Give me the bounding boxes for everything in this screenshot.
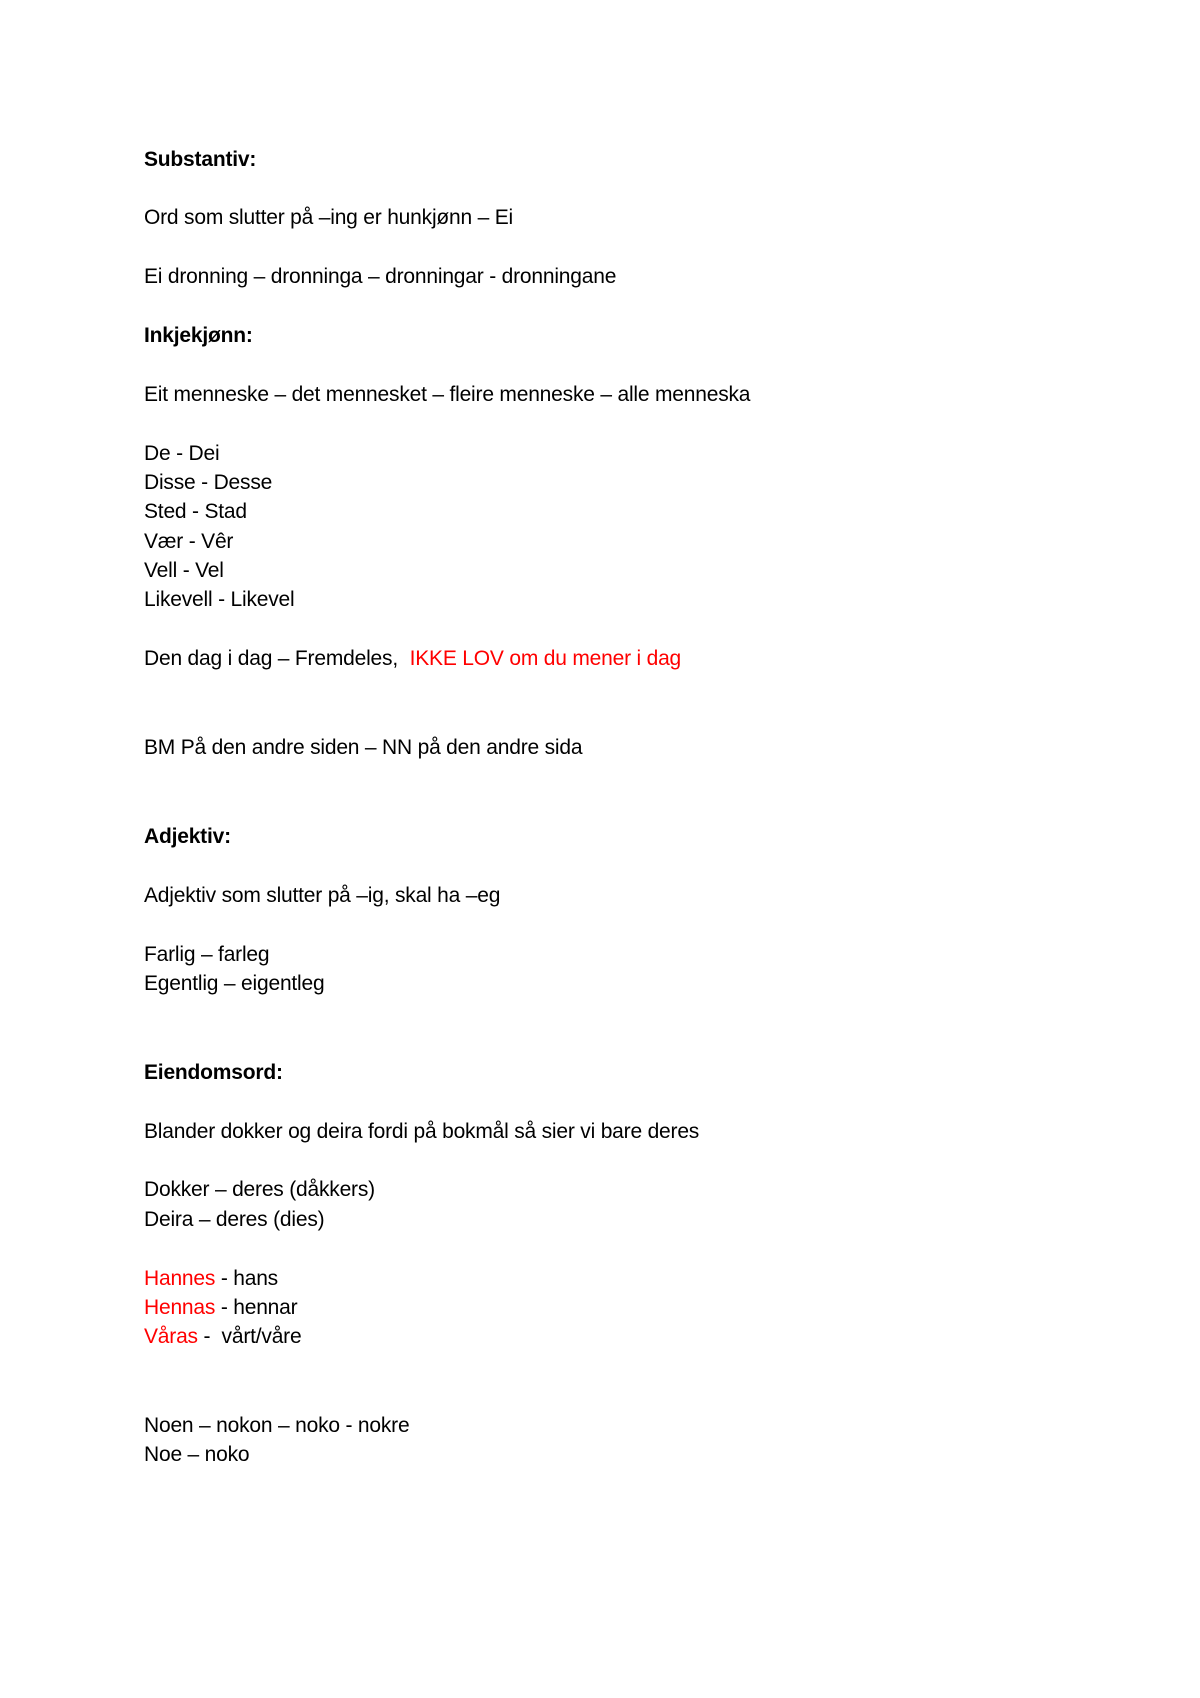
wrong-form-hennas bbox=[144, 1294, 297, 1322]
pronoun-example-deira: Deira – deres (dies) bbox=[144, 1208, 325, 1231]
pair-disse-desse: Disse - Desse bbox=[144, 471, 273, 494]
text-dronning-example: Ei dronning – dronninga – dronningar - dronningane bbox=[144, 265, 617, 288]
wrong-form-hannes bbox=[144, 1265, 278, 1293]
heading-inkjekjonn: Inkjekjønn: bbox=[144, 324, 253, 347]
pair-vell-vel: Vell - Vel bbox=[144, 559, 224, 582]
wrong-form-label: Våras bbox=[144, 1325, 198, 1348]
heading-adjektiv: Adjektiv: bbox=[144, 825, 231, 848]
text-hunkjonn-rule: Ord som slutter på –ing er hunkjønn – Ei bbox=[144, 206, 514, 229]
heading-substantiv: Substantiv: bbox=[144, 148, 257, 171]
right-form-label: - hennar bbox=[215, 1296, 298, 1319]
dag-line-warning: IKKE LOV om du mener i dag bbox=[409, 647, 682, 670]
noen-example-2: Noe – noko bbox=[144, 1443, 250, 1466]
pair-de-dei: De - Dei bbox=[144, 442, 220, 465]
wrong-form-label: Hannes bbox=[144, 1267, 216, 1290]
text-menneske-example: Eit menneske – det mennesket – fleire menneske – alle menneska bbox=[144, 383, 751, 406]
text-eiendomsord-rule: Blander dokker og deira fordi på bokmål så sier vi bare deres bbox=[144, 1120, 700, 1143]
wrong-form-varas bbox=[144, 1323, 301, 1351]
text-siden-line: BM På den andre siden – NN på den andre sida bbox=[144, 736, 583, 759]
right-form-label: - hans bbox=[215, 1267, 278, 1290]
heading-eiendomsord: Eiendomsord: bbox=[144, 1061, 283, 1084]
right-form-label: - vårt/våre bbox=[197, 1325, 302, 1348]
text-dag-line bbox=[144, 645, 681, 673]
dag-line-text: Den dag i dag – Fremdeles, bbox=[144, 647, 398, 670]
pair-vaer-ver: Vær - Vêr bbox=[144, 530, 234, 553]
pronoun-example-dokker: Dokker – deres (dåkkers) bbox=[144, 1178, 375, 1201]
noen-example-1: Noen – nokon – noko - nokre bbox=[144, 1414, 410, 1437]
adjektiv-example-egentlig: Egentlig – eigentleg bbox=[144, 972, 325, 995]
wrong-form-label: Hennas bbox=[144, 1296, 216, 1319]
text-adjektiv-rule: Adjektiv som slutter på –ig, skal ha –eg bbox=[144, 884, 501, 907]
pair-sted-stad: Sted - Stad bbox=[144, 500, 247, 523]
pair-likevell-likevel: Likevell - Likevel bbox=[144, 588, 295, 611]
adjektiv-example-farlig: Farlig – farleg bbox=[144, 943, 270, 966]
